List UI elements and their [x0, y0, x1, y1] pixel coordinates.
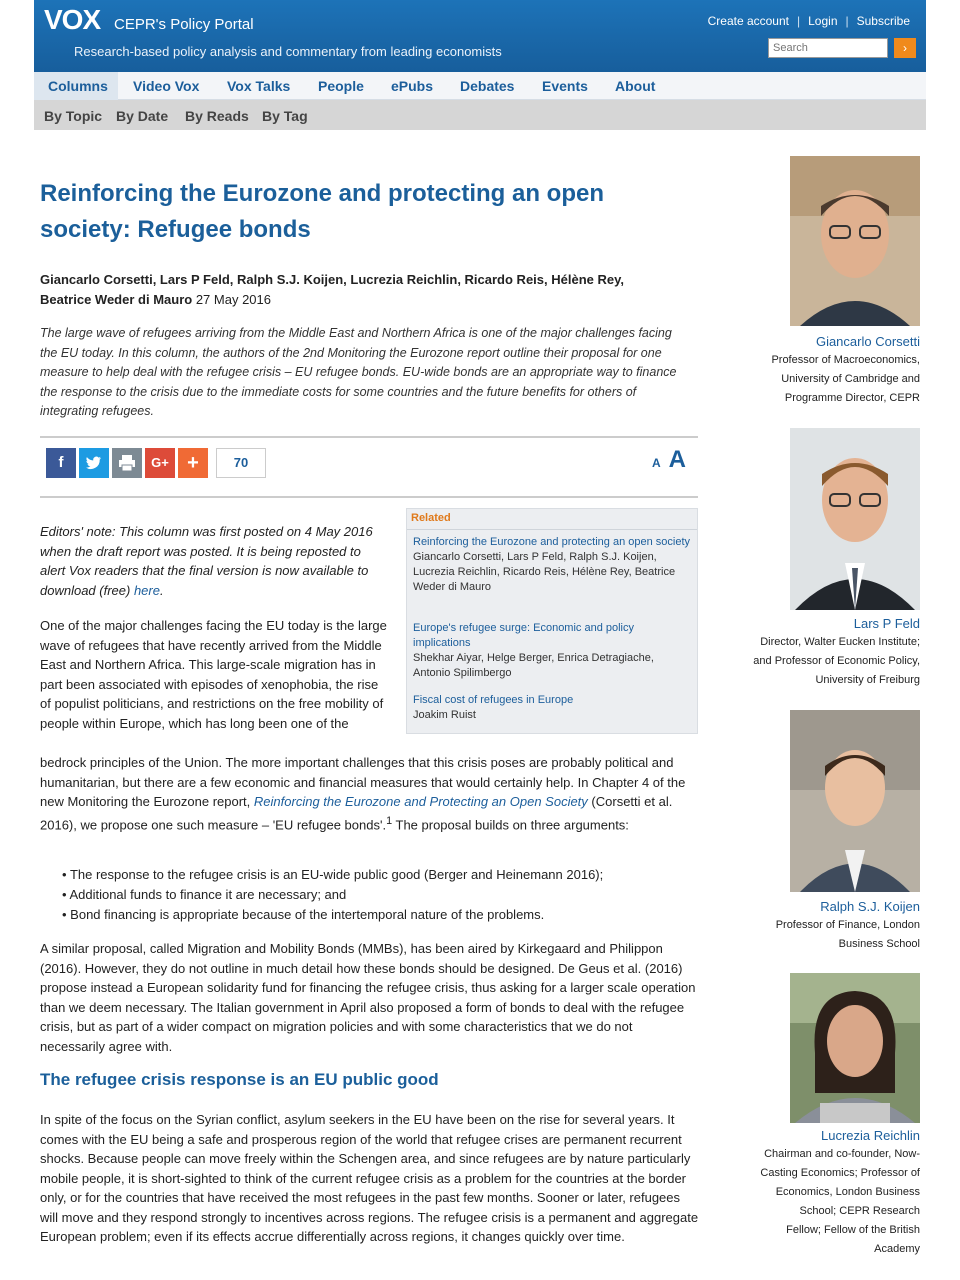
search-input[interactable] — [768, 38, 888, 58]
affiliation-line: Business School — [838, 938, 920, 950]
divider — [40, 496, 698, 498]
related-authors: Giancarlo Corsetti, Lars P Feld, Ralph S.J. Koijen, Lucrezia Reichlin, Ricardo Reis, Hélène Rey, Beatrice Weder di Mauro — [413, 551, 676, 593]
subnav-by-tag[interactable]: By Tag — [262, 108, 308, 124]
list-item: • The response to the refugee crisis is an EU-wide public good (Berger and Heinemann 2016); — [62, 865, 692, 885]
site-tagline: Research-based policy analysis and commentary from leading economists — [74, 44, 502, 59]
article-lead: The large wave of refugees arriving from the Middle East and Northern Africa is one of the major challenges facing the EU today. In this column, the authors of the 2nd Monitoring the Eurozone report outline their proposal for one measure to help deal with the refugee crisis – EU refugee bonds. EU-wide bonds are an appropriate way to finance the response to the crisis due to the immediate costs for some countries and the future benefits for others of integrating refugees. — [40, 326, 677, 418]
paragraph-text: (Corsetti et al. 2016), we propose one such measure – 'EU refugee bonds'. — [40, 794, 673, 832]
affiliation-line: Programme Director, CEPR — [784, 392, 920, 404]
related-box — [406, 508, 698, 734]
nav-about[interactable]: About — [615, 78, 656, 94]
paragraph: One of the major challenges facing the EU today is the large wave of refugees that have recently arrived from the Middle East and Northern Africa. This large-scale migration has in part been associated with episodes of xenophobia, the rise of populist politicians, and restrictions on the free mobility of people within Europe, which has long been one of the — [40, 618, 387, 731]
related-item — [413, 621, 691, 681]
editors-note: Editors' note: This column was first posted on 4 May 2016 when the draft report was posted. It is being reposted to alert Vox readers that the final version is now available to download (free) here. — [40, 524, 373, 598]
affiliation-line: Director, Walter Eucken Institute; — [760, 636, 920, 648]
paragraph: In spite of the focus on the Syrian conflict, asylum seekers in the EU have been on the rise for several years. It comes with the EU being a safe and prosperous region of the world that refugee crises are permanent recurrent shocks. Because people can move freely within the Schengen area, and since refugees are by nature particularly mobile people, it is short-sighted to think of the current refugee crisis as a problem for the countries at the border only, or for the countries that have received the most refugees in the past few months. Sooner or later, refugees will move and they respond strongly to incentives across regions. The refugee crisis is a permanent and aggregate European problem; even if its effects accrue differentially across regions, it changes quickly over time. — [40, 1112, 699, 1244]
affiliation-line: Fellow; Fellow of the British — [786, 1224, 920, 1236]
nav-vox-talks[interactable]: Vox Talks — [227, 78, 291, 94]
author-name[interactable]: Lucrezia Reichlin — [821, 1128, 920, 1143]
section-heading: The refugee crisis response is an EU public good — [40, 1070, 439, 1089]
affiliation-line: Professor of Macroeconomics, — [771, 354, 920, 366]
related-link[interactable]: Fiscal cost of refugees in Europe — [413, 694, 574, 706]
account-links — [708, 14, 910, 28]
list-item: • Additional funds to finance it are necessary; and — [62, 885, 692, 905]
font-size-controls — [652, 446, 686, 474]
related-heading: Related — [411, 512, 451, 524]
paragraph-text: The proposal builds on three arguments: — [395, 816, 629, 832]
affiliation-line: University of Freiburg — [815, 674, 920, 686]
author-photo[interactable] — [790, 973, 920, 1123]
subnav-by-reads[interactable]: By Reads — [185, 108, 249, 124]
separator: | — [845, 14, 849, 28]
paragraph — [40, 753, 700, 834]
google-plus-share-icon[interactable]: G+ — [145, 448, 175, 478]
sub-nav — [34, 100, 926, 130]
related-authors: Joakim Ruist — [413, 709, 476, 721]
related-item — [413, 535, 691, 595]
site-header — [34, 0, 926, 72]
portal-name: CEPR's Policy Portal — [114, 16, 254, 33]
author-affiliation — [753, 633, 920, 690]
related-link[interactable]: Europe's refugee surge: Economic and policy implications — [413, 622, 635, 649]
print-icon[interactable] — [112, 448, 142, 478]
nav-video-vox[interactable]: Video Vox — [133, 78, 200, 94]
article-title: Reinforcing the Eurozone and protecting an open society: Refugee bonds — [40, 180, 605, 243]
search-button[interactable]: › — [894, 38, 916, 58]
nav-people[interactable]: People — [318, 78, 364, 94]
affiliation-line: School; CEPR Research — [799, 1205, 920, 1217]
related-item — [413, 693, 691, 723]
related-link[interactable]: Reinforcing the Eurozone and protecting an open society — [413, 536, 691, 548]
author-affiliation — [771, 351, 920, 408]
more-share-icon[interactable]: + — [178, 448, 208, 478]
nav-events[interactable]: Events — [542, 78, 588, 94]
affiliation-line: Professor of Finance, London — [775, 919, 920, 931]
create-account-link[interactable]: Create account — [707, 14, 789, 28]
author-name[interactable]: Lars P Feld — [853, 616, 920, 631]
argument-list — [62, 865, 692, 925]
affiliation-line: and Professor of Economic Policy, — [753, 655, 920, 667]
login-link[interactable]: Login — [808, 14, 838, 28]
paragraph-text: bedrock principles of the Union. The more important challenges that this crisis poses are probably political and humanitarian, but there are a few economic and financial measures that would certainly help. In Chapter 4 of the new Monitoring the Eurozone report, — [40, 755, 686, 809]
author-list[interactable]: Giancarlo Corsetti, Lars P Feld, Ralph S.J. Koijen, Lucrezia Reichlin, Ricardo Reis, Hélène Rey, Beatrice Weder di Mauro — [40, 272, 624, 307]
affiliation-line: University of Cambridge and — [781, 373, 920, 385]
affiliation-line: Chairman and co-founder, Now- — [764, 1148, 920, 1160]
main-nav — [34, 72, 926, 100]
nav-debates[interactable]: Debates — [460, 78, 515, 94]
divider — [40, 436, 698, 438]
author-affiliation — [776, 916, 920, 954]
font-larger-button[interactable]: A — [668, 446, 687, 473]
footnote-marker[interactable]: 1 — [386, 814, 393, 827]
page — [34, 0, 926, 1280]
paragraph: A similar proposal, called Migration and Mobility Bonds (MMBs), has been aired by Kirkegaard and Philippon (2016). However, they do not outline in much detail how these bonds should be designed. De Geus et al. (2016) propose instead a European solidarity fund for financing the refugee crisis, thus asking for a larger scale operation than we deem necessary. The Italian government in April also proposed a form of bonds to deal with the refugee crisis, but as part of a wider compact on migration policies and with some characteristics that we do not necessarily agree with. — [40, 941, 696, 1054]
share-count: 70 — [216, 448, 266, 478]
author-affiliation — [760, 1145, 920, 1259]
author-name[interactable]: Giancarlo Corsetti — [815, 334, 920, 349]
list-item: • Bond financing is appropriate because of the intertemporal nature of the problems. — [62, 905, 692, 925]
vox-logo[interactable]: VOX — [44, 4, 101, 35]
author-photo[interactable] — [790, 428, 920, 610]
download-link[interactable]: here — [133, 582, 160, 598]
separator: | — [797, 14, 801, 28]
subnav-by-topic[interactable]: By Topic — [44, 108, 103, 124]
nav-columns[interactable]: Columns — [48, 78, 108, 94]
affiliation-line: Economics, London Business — [775, 1186, 920, 1198]
subscribe-link[interactable]: Subscribe — [856, 14, 910, 28]
affiliation-line: Academy — [874, 1243, 920, 1255]
article-byline — [40, 270, 670, 310]
affiliation-line: Casting Economics; Professor of — [760, 1167, 920, 1179]
facebook-share-icon[interactable]: f — [46, 448, 76, 478]
author-photo[interactable] — [790, 156, 920, 326]
report-link[interactable]: Reinforcing the Eurozone and Protecting an Open Society — [253, 794, 588, 809]
publish-date: 27 May 2016 — [195, 292, 271, 307]
subnav-by-date[interactable]: By Date — [116, 108, 169, 124]
author-photo[interactable] — [790, 710, 920, 892]
font-smaller-button[interactable]: A — [652, 456, 661, 470]
related-authors: Shekhar Aiyar, Helge Berger, Enrica Detragiache, Antonio Spilimbergo — [413, 652, 654, 679]
author-name[interactable]: Ralph S.J. Koijen — [820, 899, 920, 914]
divider — [407, 529, 697, 530]
editors-note-text: Editors' note: This column was first posted on 4 May 2016 when the draft report was posted. It is being reposted to alert Vox readers that the final version is now available to download (free) — [40, 524, 373, 598]
share-bar — [46, 448, 208, 478]
nav-epubs[interactable]: ePubs — [391, 78, 434, 94]
twitter-share-icon[interactable] — [79, 448, 109, 478]
